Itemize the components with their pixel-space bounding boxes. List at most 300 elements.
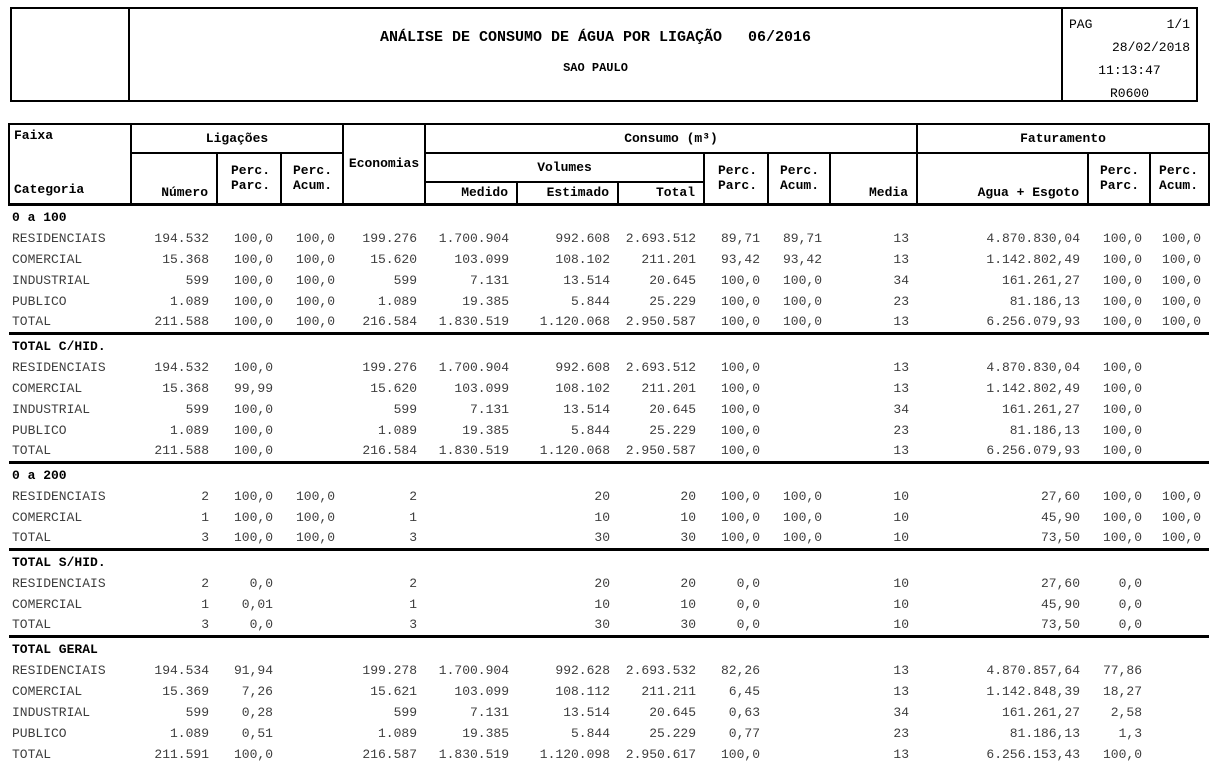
value-cell: 13	[893, 747, 910, 762]
value-cell	[1150, 723, 1209, 744]
value-cell: 103.099	[454, 684, 510, 699]
value-cell: 10	[680, 597, 697, 612]
table-row	[9, 357, 1209, 378]
col-header-faixa: Faixa	[14, 128, 54, 143]
acum-label: Acum.	[293, 178, 333, 194]
report-period: 06/2016	[748, 28, 812, 46]
value-cell: 34	[893, 402, 910, 417]
category-cell: PUBLICO	[12, 726, 67, 741]
value-cell: 2.950.587	[625, 443, 697, 459]
section-title: TOTAL C/HID.	[9, 333, 1209, 357]
value-cell: 2.950.617	[625, 747, 697, 762]
value-cell: 100,0	[721, 443, 761, 459]
value-cell: 0,0	[1118, 576, 1143, 591]
table-row	[9, 507, 1209, 528]
parc-label: Parc.	[1100, 178, 1140, 194]
value-cell: 2.693.532	[625, 663, 697, 678]
section-title-row	[9, 462, 1209, 486]
value-cell: 0,0	[1118, 597, 1143, 612]
value-cell	[1150, 744, 1209, 765]
category-cell: PUBLICO	[12, 294, 67, 309]
value-cell: 5.844	[571, 726, 611, 741]
value-cell: 7.131	[470, 273, 510, 288]
value-cell: 20	[680, 489, 697, 504]
acum-label: Acum.	[780, 178, 820, 194]
value-cell: 100,0	[1162, 314, 1202, 330]
category-cell: INDUSTRIAL	[12, 402, 91, 417]
value-cell	[1150, 441, 1209, 462]
value-cell: 1.830.519	[438, 443, 510, 459]
value-cell: 211.591	[154, 747, 209, 762]
value-cell: 100,0	[296, 510, 336, 525]
table-row	[9, 594, 1209, 615]
value-cell: 6.256.153,43	[986, 747, 1081, 762]
value-cell: 30	[594, 617, 611, 633]
value-cell: 73,50	[1041, 617, 1081, 633]
value-cell: 100,0	[721, 381, 761, 396]
col-header-categoria: Categoria	[14, 182, 85, 197]
category-cell: COMERCIAL	[12, 252, 83, 267]
value-cell: 4.870.830,04	[986, 231, 1081, 246]
value-cell: 19.385	[462, 726, 510, 741]
value-cell: 20	[594, 576, 611, 591]
table-row	[9, 660, 1209, 681]
value-cell: 100,0	[783, 489, 823, 504]
value-cell: 93,42	[721, 252, 761, 267]
value-cell	[281, 744, 343, 765]
group-header-consumo: Consumo (m³)	[425, 124, 917, 153]
parc-label: Parc.	[230, 178, 270, 194]
value-cell	[281, 594, 343, 615]
table-row	[9, 744, 1209, 765]
report-table-body	[9, 204, 1209, 765]
value-cell: 10	[893, 510, 910, 525]
perc-label: Perc.	[780, 163, 820, 179]
perc-label: Perc.	[230, 163, 270, 179]
col-header-faturamento-perc-parc	[1088, 153, 1150, 204]
value-cell: 108.112	[555, 684, 611, 699]
value-cell: 216.587	[362, 747, 418, 762]
value-cell: 23	[893, 726, 910, 741]
report-header-band	[10, 7, 1198, 102]
col-header-agua-esgoto: Agua + Esgoto	[917, 153, 1088, 204]
value-cell	[425, 573, 517, 594]
table-row	[9, 312, 1209, 333]
report-time: 11:13:47	[1098, 63, 1161, 78]
group-header-ligacoes: Ligações	[131, 124, 343, 153]
perc-label: Perc.	[1159, 163, 1199, 179]
category-cell: COMERCIAL	[12, 510, 83, 525]
value-cell: 6.256.079,93	[986, 443, 1081, 459]
value-cell: 100,0	[1103, 402, 1143, 417]
table-row	[9, 399, 1209, 420]
value-cell: 0,0	[736, 576, 761, 591]
value-cell: 100,0	[1162, 294, 1202, 309]
value-cell	[768, 594, 830, 615]
value-cell: 100,0	[233, 489, 273, 504]
value-cell: 45,90	[1041, 597, 1081, 612]
report-code: R0600	[1109, 86, 1149, 101]
value-cell: 100,0	[296, 314, 336, 330]
value-cell: 100,0	[783, 510, 823, 525]
value-cell: 99,99	[233, 381, 273, 396]
page-indicator	[1069, 13, 1190, 36]
table-row	[9, 228, 1209, 249]
value-cell	[1150, 573, 1209, 594]
value-cell: 599	[185, 402, 209, 417]
value-cell: 10	[893, 576, 910, 591]
value-cell: 20	[680, 576, 697, 591]
value-cell: 0,51	[241, 726, 273, 741]
section-title-row	[9, 333, 1209, 357]
value-cell: 1.142.802,49	[986, 252, 1081, 267]
value-cell: 6.256.079,93	[986, 314, 1081, 330]
value-cell: 4.870.830,04	[986, 360, 1081, 375]
table-row	[9, 615, 1209, 636]
value-cell: 100,0	[233, 231, 273, 246]
value-cell: 100,0	[233, 747, 273, 762]
value-cell: 1.830.519	[438, 314, 510, 330]
perc-label: Perc.	[293, 163, 333, 179]
value-cell: 1.089	[378, 726, 418, 741]
table-row	[9, 270, 1209, 291]
value-cell: 100,0	[1162, 273, 1202, 288]
value-cell: 1.700.904	[438, 360, 510, 375]
value-cell: 10	[893, 530, 910, 546]
table-row	[9, 291, 1209, 312]
value-cell: 23	[893, 294, 910, 309]
value-cell: 103.099	[454, 381, 510, 396]
category-cell: TOTAL	[12, 314, 52, 330]
value-cell: 100,0	[1162, 252, 1202, 267]
value-cell: 100,0	[233, 510, 273, 525]
value-cell	[768, 378, 830, 399]
value-cell: 7.131	[470, 402, 510, 417]
value-cell: 2.693.512	[625, 231, 697, 246]
value-cell: 0,0	[736, 617, 761, 633]
value-cell: 3	[201, 530, 209, 546]
value-cell: 199.276	[362, 231, 418, 246]
value-cell: 81.186,13	[1009, 423, 1081, 438]
col-header-ligacoes-perc-acum	[281, 153, 343, 204]
value-cell: 10	[680, 510, 697, 525]
value-cell: 161.261,27	[1002, 705, 1081, 720]
value-cell: 15.368	[162, 381, 209, 396]
group-header-faturamento: Faturamento	[917, 124, 1209, 153]
value-cell	[1150, 378, 1209, 399]
header-title-box	[128, 7, 1063, 102]
value-cell: 211.588	[154, 443, 209, 459]
parc-label: Parc.	[718, 178, 758, 194]
value-cell: 19.385	[462, 423, 510, 438]
value-cell: 100,0	[1103, 360, 1143, 375]
value-cell: 100,0	[296, 252, 336, 267]
value-cell	[281, 357, 343, 378]
value-cell: 1,3	[1118, 726, 1143, 741]
acum-label: Acum.	[1159, 178, 1199, 194]
col-header-consumo-perc-acum	[768, 153, 830, 204]
value-cell: 19.385	[462, 294, 510, 309]
category-cell: COMERCIAL	[12, 684, 83, 699]
value-cell	[768, 660, 830, 681]
value-cell	[281, 702, 343, 723]
value-cell: 1.089	[169, 423, 209, 438]
value-cell: 194.532	[154, 360, 209, 375]
value-cell: 211.211	[641, 684, 697, 699]
value-cell: 15.369	[162, 684, 209, 699]
value-cell: 0,0	[1118, 617, 1143, 633]
value-cell: 211.588	[154, 314, 209, 330]
value-cell	[1150, 357, 1209, 378]
category-cell: COMERCIAL	[12, 381, 83, 396]
table-row	[9, 420, 1209, 441]
value-cell: 1	[201, 597, 209, 612]
table-row	[9, 486, 1209, 507]
value-cell	[281, 660, 343, 681]
value-cell: 91,94	[233, 663, 273, 678]
value-cell: 100,0	[1162, 489, 1202, 504]
value-cell: 100,0	[296, 273, 336, 288]
value-cell	[768, 420, 830, 441]
value-cell: 1.089	[169, 726, 209, 741]
value-cell: 100,0	[1103, 252, 1143, 267]
value-cell: 100,0	[1103, 510, 1143, 525]
value-cell	[768, 615, 830, 636]
value-cell: 100,0	[721, 747, 761, 762]
table-row	[9, 378, 1209, 399]
col-header-numero: Número	[131, 153, 217, 204]
value-cell: 100,0	[296, 489, 336, 504]
value-cell: 1.120.068	[539, 443, 611, 459]
section-title-row	[9, 549, 1209, 573]
table-row	[9, 702, 1209, 723]
value-cell: 100,0	[721, 402, 761, 417]
value-cell: 15.620	[370, 381, 418, 396]
value-cell: 199.278	[362, 663, 418, 678]
report-date: 28/02/2018	[1111, 40, 1190, 55]
group-header-volumes: Volumes	[425, 153, 704, 182]
value-cell: 7,26	[241, 684, 273, 699]
value-cell: 1	[201, 510, 209, 525]
value-cell	[768, 744, 830, 765]
value-cell	[281, 399, 343, 420]
value-cell: 100,0	[1103, 489, 1143, 504]
value-cell: 30	[680, 617, 697, 633]
value-cell: 100,0	[296, 530, 336, 546]
value-cell: 89,71	[721, 231, 761, 246]
value-cell: 100,0	[233, 530, 273, 546]
category-cell: TOTAL	[12, 530, 52, 546]
value-cell: 100,0	[233, 314, 273, 330]
value-cell: 599	[185, 705, 209, 720]
col-header-ligacoes-perc-parc	[217, 153, 281, 204]
value-cell: 2,58	[1110, 705, 1143, 720]
value-cell: 2.693.512	[625, 360, 697, 375]
report-table	[8, 123, 1210, 765]
table-row	[9, 573, 1209, 594]
value-cell: 13	[893, 360, 910, 375]
category-cell: RESIDENCIAIS	[12, 360, 106, 375]
value-cell: 13	[893, 684, 910, 699]
value-cell: 211.201	[641, 252, 697, 267]
value-cell: 100,0	[721, 489, 761, 504]
section-title: 0 a 100	[9, 204, 1209, 228]
value-cell: 100,0	[721, 530, 761, 546]
value-cell	[425, 528, 517, 549]
value-cell: 73,50	[1041, 530, 1081, 546]
value-cell: 20.645	[649, 705, 697, 720]
category-cell: TOTAL	[12, 443, 52, 459]
value-cell: 77,86	[1103, 663, 1143, 678]
perc-label: Perc.	[718, 163, 758, 179]
value-cell: 100,0	[233, 443, 273, 459]
value-cell: 1.089	[169, 294, 209, 309]
col-header-faixa-categoria	[9, 124, 131, 204]
value-cell: 100,0	[783, 273, 823, 288]
value-cell: 100,0	[1103, 381, 1143, 396]
col-header-economias: Economias	[343, 124, 425, 204]
value-cell: 1.142.802,49	[986, 381, 1081, 396]
value-cell	[281, 420, 343, 441]
value-cell: 100,0	[1103, 273, 1143, 288]
value-cell: 4.870.857,64	[986, 663, 1081, 678]
category-cell: INDUSTRIAL	[12, 705, 91, 720]
value-cell: 100,0	[783, 294, 823, 309]
value-cell: 161.261,27	[1002, 402, 1081, 417]
value-cell: 13.514	[563, 705, 611, 720]
value-cell: 100,0	[1162, 231, 1202, 246]
section-title-row	[9, 204, 1209, 228]
value-cell: 1.089	[378, 423, 418, 438]
value-cell	[768, 399, 830, 420]
value-cell	[768, 357, 830, 378]
value-cell	[768, 681, 830, 702]
value-cell	[281, 615, 343, 636]
value-cell	[281, 378, 343, 399]
value-cell: 13	[893, 252, 910, 267]
value-cell: 100,0	[233, 360, 273, 375]
value-cell	[768, 573, 830, 594]
value-cell	[425, 486, 517, 507]
value-cell: 81.186,13	[1009, 294, 1081, 309]
value-cell: 100,0	[1103, 314, 1143, 330]
table-row	[9, 441, 1209, 462]
value-cell: 30	[680, 530, 697, 546]
value-cell: 30	[594, 530, 611, 546]
value-cell: 100,0	[721, 360, 761, 375]
value-cell: 13	[893, 663, 910, 678]
page-label: PAG	[1069, 17, 1093, 32]
value-cell: 10	[893, 597, 910, 612]
category-cell: TOTAL	[12, 747, 52, 762]
category-cell: RESIDENCIAIS	[12, 663, 106, 678]
value-cell: 2	[409, 489, 418, 504]
value-cell: 100,0	[1103, 294, 1143, 309]
value-cell: 100,0	[1162, 510, 1202, 525]
value-cell: 2	[201, 489, 209, 504]
header-info-box	[1061, 7, 1198, 102]
value-cell: 34	[893, 705, 910, 720]
value-cell: 216.584	[362, 443, 418, 459]
value-cell	[1150, 420, 1209, 441]
value-cell: 13.514	[563, 273, 611, 288]
value-cell	[1150, 660, 1209, 681]
value-cell: 10	[893, 617, 910, 633]
value-cell: 100,0	[1103, 231, 1143, 246]
value-cell: 100,0	[1103, 443, 1143, 459]
value-cell: 10	[594, 510, 611, 525]
value-cell: 1.120.098	[539, 747, 611, 762]
value-cell	[1150, 615, 1209, 636]
value-cell: 100,0	[233, 402, 273, 417]
value-cell: 25.229	[649, 726, 697, 741]
value-cell: 100,0	[233, 423, 273, 438]
value-cell: 34	[893, 273, 910, 288]
table-row	[9, 723, 1209, 744]
value-cell	[425, 615, 517, 636]
col-header-consumo-perc-parc	[704, 153, 768, 204]
category-cell: COMERCIAL	[12, 597, 83, 612]
value-cell: 13.514	[563, 402, 611, 417]
value-cell: 100,0	[783, 530, 823, 546]
value-cell: 100,0	[296, 231, 336, 246]
value-cell	[281, 573, 343, 594]
value-cell: 100,0	[1103, 530, 1143, 546]
value-cell	[1150, 594, 1209, 615]
value-cell: 100,0	[721, 510, 761, 525]
value-cell: 13	[893, 443, 910, 459]
value-cell	[1150, 399, 1209, 420]
value-cell: 20	[594, 489, 611, 504]
value-cell: 1.142.848,39	[986, 684, 1081, 699]
value-cell: 992.608	[555, 231, 611, 246]
value-cell: 20.645	[649, 402, 697, 417]
value-cell: 100,0	[721, 294, 761, 309]
category-cell: RESIDENCIAIS	[12, 489, 106, 504]
value-cell: 100,0	[783, 314, 823, 330]
value-cell: 599	[393, 402, 418, 417]
value-cell: 161.261,27	[1002, 273, 1081, 288]
value-cell: 0,63	[728, 705, 761, 720]
value-cell: 100,0	[721, 273, 761, 288]
report-table-header	[9, 124, 1209, 204]
section-title: 0 a 200	[9, 462, 1209, 486]
value-cell: 100,0	[233, 273, 273, 288]
value-cell	[281, 723, 343, 744]
value-cell: 13	[893, 314, 910, 330]
value-cell	[768, 723, 830, 744]
value-cell: 100,0	[1103, 747, 1143, 762]
section-title: TOTAL GERAL	[9, 636, 1209, 660]
value-cell: 2.950.587	[625, 314, 697, 330]
value-cell: 1.120.068	[539, 314, 611, 330]
value-cell	[281, 441, 343, 462]
value-cell: 15.621	[370, 684, 418, 699]
value-cell: 3	[201, 617, 209, 633]
value-cell: 216.584	[362, 314, 418, 330]
category-cell: PUBLICO	[12, 423, 67, 438]
value-cell: 5.844	[571, 294, 611, 309]
value-cell	[768, 441, 830, 462]
value-cell: 81.186,13	[1009, 726, 1081, 741]
value-cell	[1150, 681, 1209, 702]
value-cell: 13	[893, 381, 910, 396]
value-cell: 100,0	[233, 294, 273, 309]
value-cell: 25.229	[649, 294, 697, 309]
page-value: 1/1	[1166, 17, 1190, 32]
value-cell: 199.276	[362, 360, 418, 375]
value-cell: 2	[409, 576, 418, 591]
